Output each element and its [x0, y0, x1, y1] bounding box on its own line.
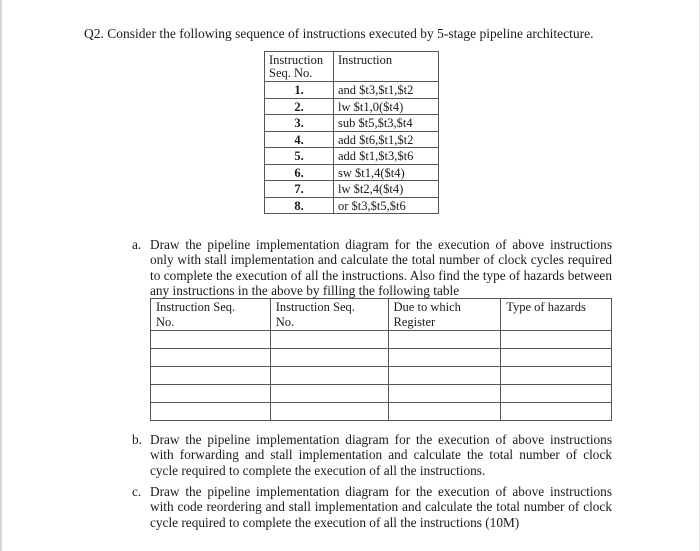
- blank-cell: [388, 367, 501, 385]
- table-row: [265, 131, 439, 148]
- part-a: [132, 237, 612, 299]
- blank-cell: [151, 349, 271, 367]
- hazard-header-type: Type of hazards: [501, 299, 612, 331]
- blank-cell: [501, 403, 612, 421]
- blank-cell: [388, 349, 501, 367]
- page-edge-left: [0, 0, 2, 551]
- part-a-label: a.: [132, 237, 142, 252]
- table-row: [151, 403, 612, 421]
- instruction-cell: add $t6,$t1,$t2: [334, 131, 439, 148]
- seq-cell: 7.: [265, 181, 334, 198]
- instruction-cell: lw $t1,0($t4): [334, 98, 439, 115]
- table-row: [151, 349, 612, 367]
- blank-cell: [270, 349, 388, 367]
- blank-cell: [270, 367, 388, 385]
- instruction-cell: add $t1,$t3,$t6: [334, 148, 439, 165]
- table-row: [265, 148, 439, 165]
- table-row: [265, 197, 439, 214]
- instruction-table-header: [265, 52, 439, 82]
- seq-cell: 3.: [265, 115, 334, 132]
- header-seq-no: Instruction Seq. No.: [265, 52, 334, 82]
- table-row: [151, 367, 612, 385]
- blank-cell: [388, 331, 501, 349]
- part-b-text: Draw the pipeline implementation diagram for the execution of above instructions with forwarding and stall implementation and calculate the total number of clock cycle required to complete the execution of all the instructions.: [150, 432, 612, 478]
- blank-cell: [501, 367, 612, 385]
- blank-cell: [501, 349, 612, 367]
- blank-cell: [388, 385, 501, 403]
- blank-cell: [270, 331, 388, 349]
- blank-cell: [151, 403, 271, 421]
- instruction-cell: sw $t1,4($t4): [334, 164, 439, 181]
- instruction-cell: or $t3,$t5,$t6: [334, 197, 439, 214]
- table-row: [151, 331, 612, 349]
- table-row: [265, 181, 439, 198]
- instruction-cell: sub $t5,$t3,$t4: [334, 115, 439, 132]
- blank-cell: [388, 403, 501, 421]
- hazard-table: [150, 298, 612, 421]
- blank-cell: [501, 385, 612, 403]
- part-c: [132, 484, 612, 530]
- part-b: [132, 432, 612, 478]
- question-heading: Q2. Consider the following sequence of instructions executed by 5-stage pipeline architecture.: [84, 26, 594, 41]
- table-row: [265, 164, 439, 181]
- seq-cell: 5.: [265, 148, 334, 165]
- table-row: [265, 98, 439, 115]
- seq-cell: 6.: [265, 164, 334, 181]
- seq-cell: 2.: [265, 98, 334, 115]
- hazard-header-seq-1: Instruction Seq. No.: [151, 299, 271, 331]
- blank-cell: [151, 367, 271, 385]
- seq-cell: 4.: [265, 131, 334, 148]
- blank-cell: [270, 385, 388, 403]
- instruction-cell: lw $t2,4($t4): [334, 181, 439, 198]
- blank-cell: [151, 385, 271, 403]
- blank-cell: [151, 331, 271, 349]
- seq-cell: 8.: [265, 197, 334, 214]
- part-a-text: Draw the pipeline implementation diagram for the execution of above instructions only with stall implementation and calculate the total number of clock cycles required to complete the execution of all the instructions. Also find the type of hazards between any instructions in the above by filling the following table: [150, 237, 612, 299]
- blank-cell: [501, 331, 612, 349]
- header-instruction: Instruction: [334, 52, 439, 82]
- instruction-cell: and $t3,$t1,$t2: [334, 82, 439, 99]
- hazard-header-register: Due to which Register: [388, 299, 501, 331]
- table-row: [151, 385, 612, 403]
- hazard-table-header: [151, 299, 612, 331]
- seq-cell: 1.: [265, 82, 334, 99]
- part-b-label: b.: [132, 432, 142, 447]
- part-c-label: c.: [132, 484, 142, 499]
- blank-cell: [270, 403, 388, 421]
- part-c-text: Draw the pipeline implementation diagram for the execution of above instructions with code reordering and stall implementation and calculate the total number of clock cycle required to complete the execution of all the instructions (10M): [150, 484, 612, 530]
- table-row: [265, 82, 439, 99]
- table-row: [265, 115, 439, 132]
- hazard-header-seq-2: Instruction Seq. No.: [270, 299, 388, 331]
- instruction-table: [264, 51, 439, 214]
